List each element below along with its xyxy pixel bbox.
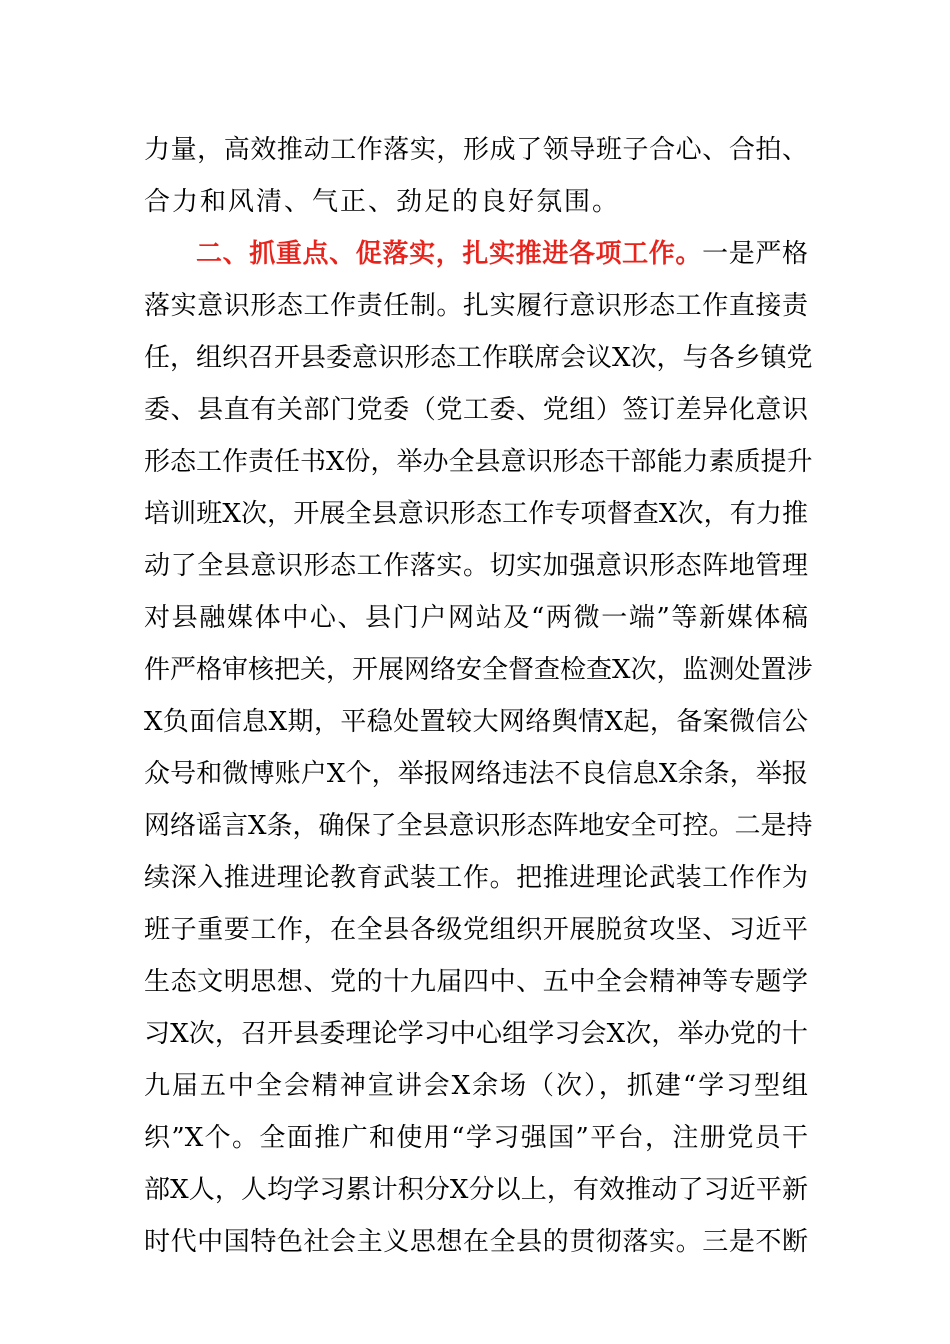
paragraph-2-line: 培训班X次，开展全县意识形态工作专项督查X次，有力推 xyxy=(144,499,808,529)
paragraph-2-line: 委、县直有关部门党委（党工委、党组）签订差异化意识 xyxy=(144,395,808,425)
paragraph-2-line: 落实意识形态工作责任制。扎实履行意识形态工作直接责 xyxy=(144,291,808,321)
paragraph-2-line: 部X人，人均学习累计积分X分以上，有效推动了习近平新 xyxy=(144,1175,808,1205)
paragraph-2-line: 续深入推进理论教育武装工作。把推进理论武装工作作为 xyxy=(144,863,808,893)
paragraph-1-line-2: 合力和风清、气正、劲足的良好氛围。 xyxy=(144,187,621,217)
paragraph-2-line: 九届五中全会精神宣讲会X余场（次），抓建“学习型组 xyxy=(144,1071,808,1101)
section-heading: 二、抓重点、促落实，扎实推进各项工作。 xyxy=(196,239,703,269)
paragraph-2-line: 时代中国特色社会主义思想在全县的贯彻落实。三是不断 xyxy=(144,1227,808,1257)
paragraph-2-first-line xyxy=(144,228,808,280)
paragraph-2-line: 动了全县意识形态工作落实。切实加强意识形态阵地管理 xyxy=(144,551,808,581)
paragraph-1-line-1: 力量，高效推动工作落实，形成了领导班子合心、合拍、 xyxy=(144,135,808,165)
paragraph-2-line: 网络谣言X条，确保了全县意识形态阵地安全可控。二是持 xyxy=(144,811,813,841)
paragraph-2-line: 对县融媒体中心、县门户网站及“两微一端”等新媒体稿 xyxy=(144,603,808,633)
paragraph-2-line: 织”X个。全面推广和使用“学习强国”平台，注册党员干 xyxy=(144,1123,808,1153)
paragraph-2-first-line-rest: 一是严格 xyxy=(702,239,808,269)
document-body xyxy=(144,124,813,1268)
paragraph-2-line: X负面信息X期，平稳处置较大网络舆情X起，备案微信公 xyxy=(144,707,808,737)
paragraph-2-line: 班子重要工作，在全县各级党组织开展脱贫攻坚、习近平 xyxy=(144,915,808,945)
paragraph-2-line: 形态工作责任书X份，举办全县意识形态干部能力素质提升 xyxy=(144,447,813,477)
paragraph-2-line: 众号和微博账户X个，举报网络违法不良信息X余条，举报 xyxy=(144,759,808,789)
paragraph-2-line: 生态文明思想、党的十九届四中、五中全会精神等专题学 xyxy=(144,967,808,997)
paragraph-2-line: 任，组织召开县委意识形态工作联席会议X次，与各乡镇党 xyxy=(144,343,813,373)
paragraph-2-line: 件严格审核把关，开展网络安全督查检查X次，监测处置涉 xyxy=(144,655,813,685)
paragraph-2-line: 习X次，召开县委理论学习中心组学习会X次，举办党的十 xyxy=(144,1019,808,1049)
